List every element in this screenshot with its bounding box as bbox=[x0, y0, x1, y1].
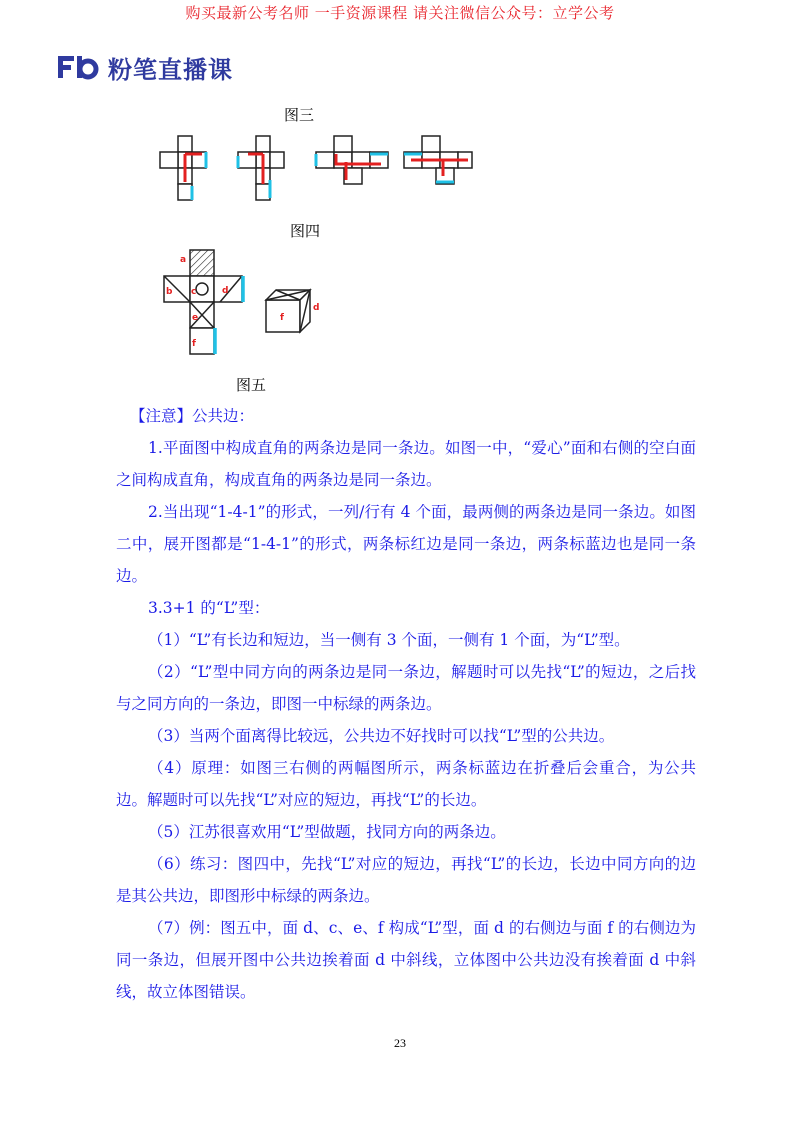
logo-name: 粉笔直播课 bbox=[108, 55, 233, 84]
paragraph-9: （6）练习：图四中，先找“L”对应的短边，再找“L”的长边，长边中同方向的边是其公共边，即图形中标绿的两条边。 bbox=[116, 855, 696, 905]
paragraph-4: （1）“L”有长边和短边，当一侧有 3 个面，一侧有 1 个面，为“L”型。 bbox=[148, 631, 630, 649]
label-c: c bbox=[191, 287, 197, 297]
figure-3-nets bbox=[156, 132, 476, 204]
promo-banner: 购买最新公考名师 一手资源课程 请关注微信公众号：立学公考 bbox=[185, 4, 615, 22]
label-a: a bbox=[180, 255, 187, 265]
notes-body bbox=[116, 400, 696, 1008]
paragraph-1: 1.平面图中构成直角的两条边是同一条边。如图一中，“爱心”面和右侧的空白面之间构成直角，构成直角的两条边是同一条边。 bbox=[116, 439, 696, 489]
cube-label-d: d bbox=[313, 303, 320, 313]
paragraph-7: （4）原理：如图三右侧的两幅图所示，两条标蓝边在折叠后会重合，为公共边。解题时可以先找“L”对应的短边，再找“L”的长边。 bbox=[116, 759, 696, 809]
label-e: e bbox=[192, 313, 199, 323]
paragraph-2: 2.当出现“1-4-1”的形式，一列/行有 4 个面，最两侧的两条边是同一条边。如图二中，展开图都是“1-4-1”的形式，两条标红边是同一条边，两条标蓝边也是同一条边。 bbox=[116, 503, 696, 585]
paragraph-3: 3.3+1 的“L”型： bbox=[148, 599, 270, 617]
label-d: d bbox=[222, 286, 229, 296]
paragraph-10: （7）例：图五中，面 d、c、e、f 构成“L”型，面 d 的右侧边与面 f 的右侧边为同一条边，但展开图中公共边挨着面 d 中斜线，立体图中公共边没有挨着面 d 中斜线，故立体图错误。 bbox=[116, 919, 696, 1001]
paragraph-8: （5）江苏很喜欢用“L”型做题，找同方向的两条边。 bbox=[148, 823, 506, 841]
paragraph-5: （2）“L”型中同方向的两条边是同一条边，解题时可以先找“L”的短边，之后找与之同方向的一条边，即图一中标绿的两条边。 bbox=[116, 663, 696, 713]
notes-heading: 【注意】公共边： bbox=[130, 407, 255, 425]
label-b: b bbox=[166, 287, 173, 297]
figure-5-caption: 图五 bbox=[236, 376, 267, 394]
fenbi-logo bbox=[58, 52, 233, 82]
figure-4-caption: 图四 bbox=[290, 222, 321, 240]
figure-5-net-and-cube bbox=[150, 244, 350, 364]
paragraph-6: （3）当两个面离得比较远，公共边不好找时可以找“L”型的公共边。 bbox=[148, 727, 615, 745]
figure-3-caption: 图三 bbox=[284, 106, 315, 124]
fb-logo-icon bbox=[58, 54, 102, 80]
page-number: 23 bbox=[394, 1036, 406, 1050]
label-f: f bbox=[192, 339, 196, 349]
cube-label-f: f bbox=[280, 313, 284, 323]
